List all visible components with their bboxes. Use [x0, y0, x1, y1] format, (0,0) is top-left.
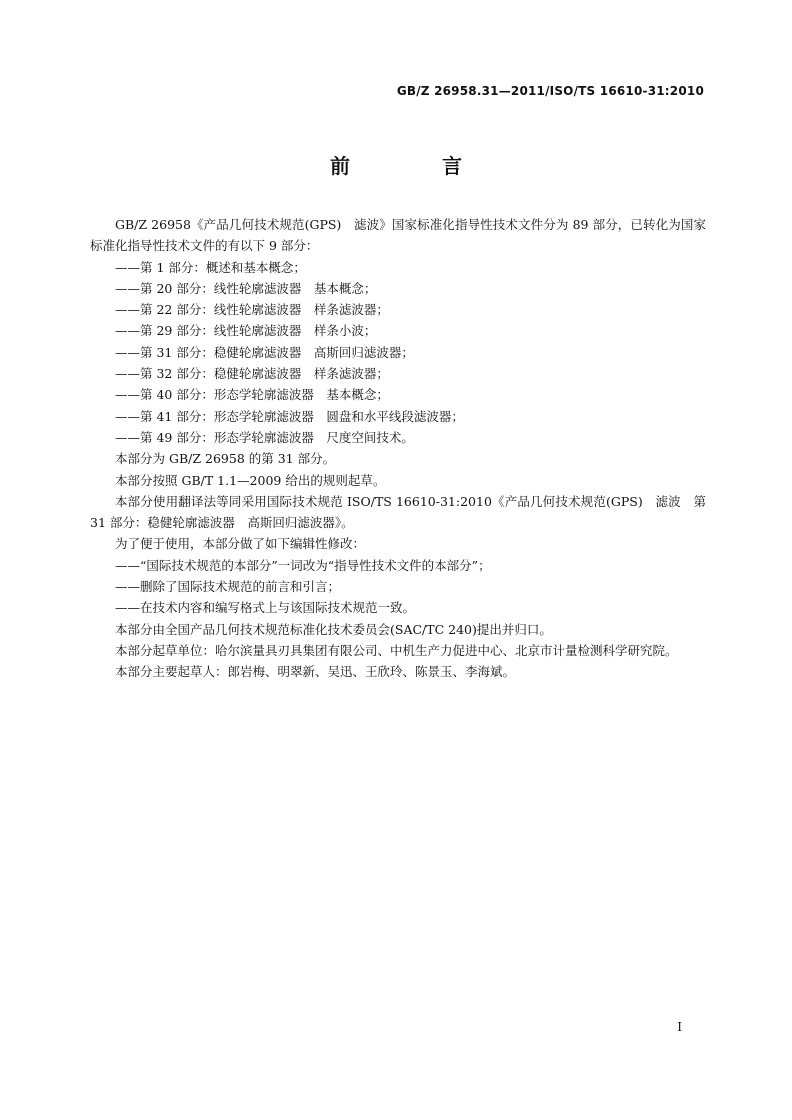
part-list-item: ——第 32 部分：稳健轮廓滤波器 样条滤波器； — [115, 366, 389, 382]
page-title: 前 言 — [330, 154, 498, 178]
document-code-header: GB/Z 26958.31—2011/ISO/TS 16610-31:2010 — [396, 84, 704, 98]
part-list-item: ——第 22 部分：线性轮廓滤波器 样条滤波器； — [115, 302, 389, 318]
editorial-changes-intro: 为了便于使用，本部分做了如下编辑性修改： — [115, 536, 366, 552]
part-list-item: ——第 31 部分：稳健轮廓滤波器 高斯回归滤波器； — [115, 344, 414, 360]
part-list-item: ——第 49 部分：形态学轮廓滤波器 尺度空间技术。 — [115, 429, 414, 445]
main-drafters: 本部分主要起草人：郎岩梅、明翠新、吴迅、王欣玲、陈景玉、李海斌。 — [115, 664, 516, 680]
foreword-body — [90, 214, 706, 683]
editorial-change-item: ——“国际技术规范的本部分”一词改为“指导性技术文件的本部分”； — [115, 557, 491, 573]
drafting-organizations: 本部分起草单位：哈尔滨量具刃具集团有限公司、中机生产力促进中心、北京市计量检测科学研究院。 — [115, 642, 678, 658]
part-list-item: ——第 29 部分：线性轮廓滤波器 样条小波； — [115, 323, 377, 339]
drafting-rules-statement: 本部分按照 GB/T 1.1—2009 给出的规则起草。 — [115, 472, 386, 488]
part-list-item: ——第 40 部分：形态学轮廓滤波器 基本概念； — [115, 387, 389, 403]
editorial-change-item: ——在技术内容和编写格式上与该国际技术规范一致。 — [115, 600, 416, 616]
page-number: I — [677, 1020, 682, 1034]
intro-paragraph: GB/Z 26958《产品几何技术规范(GPS) 滤波》国家标准化指导性技术文件分为 89 部分，已转化为国家标准化指导性技术文件的有以下 9 部分： — [90, 217, 706, 254]
part-list-item: ——第 41 部分：形态学轮廓滤波器 圆盘和水平线段滤波器； — [115, 408, 464, 424]
part-statement: 本部分为 GB/Z 26958 的第 31 部分。 — [115, 451, 336, 467]
adoption-statement: 本部分使用翻译法等同采用国际技术规范 ISO/TS 16610-31:2010《产品几何技术规范(GPS) 滤波 第 31 部分：稳健轮廓滤波器 高斯回归滤波器》。 — [90, 493, 706, 531]
part-list-item: ——第 1 部分：概述和基本概念； — [115, 259, 306, 275]
editorial-change-item: ——删除了国际技术规范的前言和引言； — [115, 579, 341, 595]
part-list-item: ——第 20 部分：线性轮廓滤波器 基本概念； — [115, 280, 377, 296]
proposer-statement: 本部分由全国产品几何技术规范标准化技术委员会(SAC/TC 240)提出并归口。 — [115, 621, 552, 637]
